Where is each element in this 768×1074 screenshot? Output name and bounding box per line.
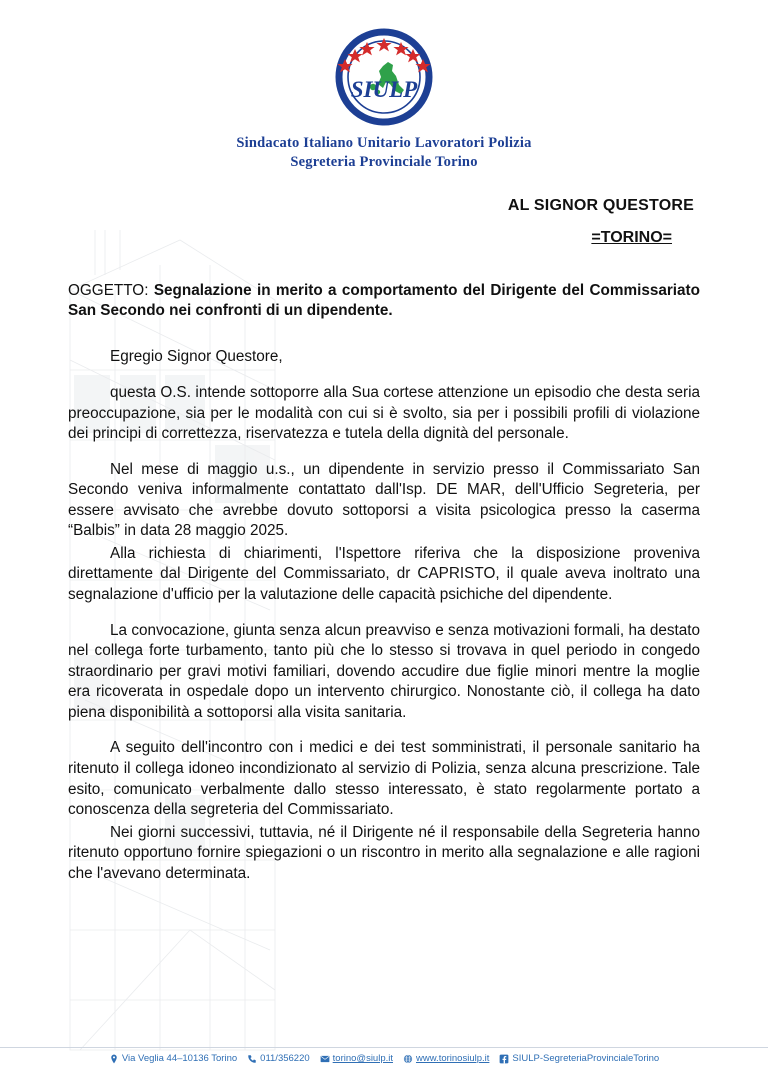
footer-phone-text: 011/356220 (260, 1053, 310, 1064)
letter-body (68, 347, 700, 884)
footer-facebook[interactable] (499, 1053, 659, 1064)
addressee-block (68, 197, 700, 247)
phone-icon (247, 1054, 257, 1064)
org-name: Sindacato Italiano Unitario Lavoratori Polizia (236, 135, 532, 151)
paragraph-2: Nel mese di maggio u.s., un dipendente in servizio presso il Commissariato San Secondo veniva informalmente contattato dall'Isp. DE MAR, dell'Ufficio Segreteria, per essere avvisato che avrebbe dovuto sottoporsi a visita psicologica presso la caserma “Balbis” in data 28 maggio 2025. (68, 460, 700, 540)
footer-email[interactable] (320, 1053, 393, 1064)
footer-divider (0, 1047, 768, 1048)
facebook-icon (499, 1054, 509, 1064)
logo-wrap (68, 22, 700, 132)
footer-phone (247, 1053, 310, 1064)
footer-website-text[interactable]: www.torinosiulp.it (416, 1053, 490, 1064)
envelope-icon (320, 1054, 330, 1064)
footer-facebook-text[interactable]: SIULP-SegreteriaProvincialeTorino (512, 1053, 660, 1064)
svg-text:SIULP: SIULP (350, 77, 418, 102)
footer-address (109, 1053, 237, 1064)
footer-website[interactable] (403, 1053, 489, 1064)
paragraph-4: La convocazione, giunta senza alcun preavviso e senza motivazioni formali, ha destato nel collega forte turbamento, tanto più che lo stesso si trovava in quel periodo in congedo straordinario per gravi motivi familiari, dovendo accudire due figlie minori mentre la moglie era ricoverata in ospedale dopo un intervento chirurgico. Nonostante ciò, il collega ha dato piena disponibilità a sottoporsi alla visita sanitaria. (68, 621, 700, 721)
paragraph-6: Nei giorni successivi, tuttavia, né il Dirigente né il responsabile della Segreteria hanno ritenuto opportuno fornire spiegazioni o un riscontro in merito alla segnalazione e alle ragioni che l'avevano determinata. (68, 823, 700, 882)
subject-text: Segnalazione in merito a comportamento del Dirigente del Commissariato San Secondo nei confronti di un dipendente. (68, 282, 700, 320)
addressee-city: =TORINO= (591, 229, 672, 246)
org-sub-name: Segreteria Provinciale Torino (290, 154, 478, 170)
paragraph-5: A seguito dell'incontro con i medici e dei test somministrati, il personale sanitario ha ritenuto il collega idoneo incondizionato al servizio di Polizia, senza alcuna prescrizione. Tale esito, comunicato verbalmente dallo stesso interessato, è stato regolarmente portato a conoscenza della segreteria del Commissariato. (68, 739, 700, 819)
salutation: Egregio Signor Questore, (110, 348, 283, 366)
paragraph-3: Alla richiesta di chiarimenti, l'Ispettore riferiva che la disposizione proveniva direttamente dal Dirigente del Commissariato, dr CAPRISTO, il quale aveva inoltrato una segnalazione d'ufficio per la valutazione delle capacità psichiche del dipendente. (68, 544, 700, 603)
footer-address-text: Via Veglia 44–10136 Torino (121, 1053, 238, 1064)
letterhead (68, 22, 700, 171)
location-pin-icon (109, 1054, 119, 1064)
paragraph-1: questa O.S. intende sottoporre alla Sua cortese attenzione un episodio che desta seria preoccupazione, sia per le modalità con cui si è svolto, sia per i possibili profili di violazione dei principi di correttezza, riservatezza e tutela della dignità del personale. (68, 383, 700, 443)
subject-line (68, 281, 700, 321)
addressee-to: AL SIGNOR QUESTORE (507, 197, 694, 214)
globe-icon (403, 1054, 413, 1064)
footer-email-text[interactable]: torino@siulp.it (332, 1053, 393, 1064)
subject-label: OGGETTO: (68, 282, 149, 299)
footer (0, 1053, 768, 1064)
siulp-logo (325, 25, 443, 129)
